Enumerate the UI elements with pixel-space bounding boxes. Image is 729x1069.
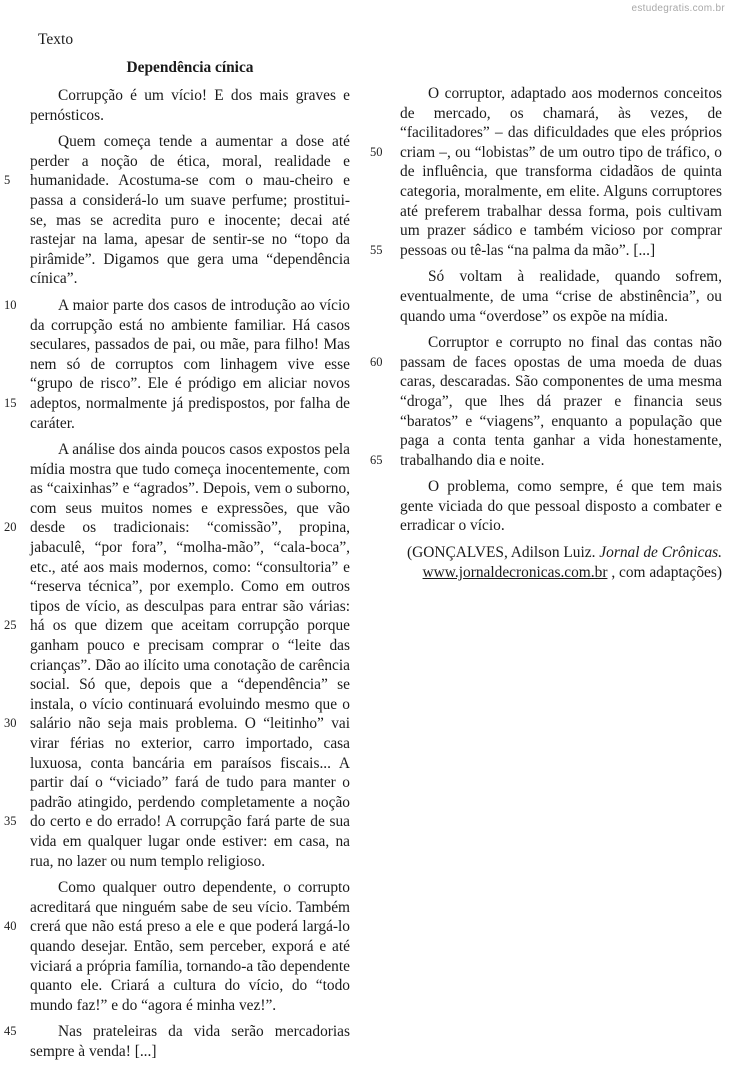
- line-number-65: 65: [370, 453, 383, 468]
- paragraph-5: [4, 878, 350, 1015]
- line-number-55: 55: [370, 243, 383, 257]
- paragraph-text: O problema, como sempre, é que tem mais gente viciada do que pessoal disposto a combater e erradicar o vício.: [400, 478, 722, 535]
- text-label: Texto: [38, 31, 74, 48]
- paragraph-text: Como qualquer outro dependente, o corrupto acreditará que ninguém sabe de seu vício. Também crerá que não está preso a ele e que poderá largá-lo quando desejar. Então, sem perceber, exporá e até viciará a própria família, tornando-a tão dependente quanto ele. Criará a cultura do vício, do “todo mundo faz!” e do “agora é minha vez!”.: [30, 879, 350, 1014]
- line-number-50: 50: [370, 145, 383, 159]
- reference: [400, 543, 722, 582]
- line-number-35: 35: [4, 814, 17, 829]
- line-number-5: 5: [4, 173, 11, 188]
- line-number-60: 60: [370, 355, 383, 370]
- paragraph-10: [400, 477, 722, 536]
- reference-suffix: , com adaptações): [611, 563, 722, 581]
- line-number-10: 10: [4, 297, 17, 312]
- line-number-25: 25: [4, 618, 17, 633]
- paragraph-text: Quem começa tende a aumentar a dose até perder a noção de ética, moral, realidade e humanidade. Acostuma-se com o mau-cheiro e passa a considerá-lo um suave perfume; prostitui-se, mas se acredita puro e inocente; decai até rastejar na lama, apesar de sentir-se no “topo da pirâmide”. Digamos que gera uma “dependência cínica”.: [30, 133, 350, 288]
- watermark: estudegratis.com.br: [631, 3, 725, 14]
- line-number-40: 40: [4, 919, 17, 934]
- paragraph-1: [30, 86, 350, 125]
- paragraph-text: Corrupção é um vício! E dos mais graves e pernósticos.: [30, 87, 350, 124]
- paragraph-9: [370, 333, 722, 470]
- paragraph-text: Nas prateleiras da vida serão mercadorias sempre à venda! [...]: [30, 1023, 350, 1060]
- paragraph-text: Só voltam à realidade, quando sofrem, eventualmente, de uma “crise de abstinência”, ou quando uma “overdose” os expõe na mídia.: [400, 268, 722, 325]
- paragraph-text: A maior parte dos casos de introdução ao vício da corrupção está no ambiente familiar. Há casos seculares, passados de pai, ou mãe, para filho! Mas nem só de corruptos com linhagem vive esse “grupo de risco”. Ele é pródigo em aliciar novos adeptos, normalmente já predispostos, por falha de caráter.: [30, 296, 350, 432]
- paragraph-6: [4, 1022, 350, 1061]
- reference-source: Jornal de Crônicas.: [599, 544, 722, 562]
- line-number-20: 20: [4, 520, 17, 535]
- left-column: [4, 58, 350, 1069]
- paragraph-7: [370, 84, 722, 260]
- paragraph-8: [400, 267, 722, 326]
- article-title: Dependência cínica: [126, 59, 254, 76]
- reference-url[interactable]: www.jornaldecronicas.com.br: [422, 563, 608, 581]
- paragraph-3: [4, 296, 350, 433]
- paragraph-text: A análise dos ainda poucos casos expostos pela mídia mostra que tudo começa inocentemente, com as “caixinhas” e “agrados”. Depois, vem o suborno, com seus muitos nomes e expressões, que vão desde os tradicionais: “comissão”, propina, jabaculê, “por fora”, “molha-mão”, “cala-boca”, etc., até aos mais modernos, como: “consultoria” e “reserva técnica”, por exemplo. Como em outros tipos de vício, as desculpas para entrar são várias: há os que dizem que aceitam corrupção porque ganham pouco e precisam comprar o “leite das crianças”. Dão ao ilícito uma conotação de carência social. Só que, depois que a “dependência” se instala, o vício continuará evoluindo mesmo que o salário não seja mais problema. O “leitinho” vai virar férias no exterior, carro importado, casa luxuosa, conta bancária em paraísos fiscais... A partir daí o “viciado” fará de tudo para manter o padrão atingido, perdendo completamente a noção do certo e do errado! A corrupção fará parte de sua vida em qualquer lugar onde estiver: em casa, na rua, no lazer ou num templo religioso.: [30, 441, 350, 870]
- reference-author: (GONÇALVES, Adilson Luiz.: [407, 544, 596, 562]
- right-column: [370, 84, 722, 582]
- line-number-45: 45: [4, 1024, 17, 1039]
- paragraph-4: [4, 440, 350, 871]
- line-number-15: 15: [4, 395, 17, 410]
- paragraph-2: [4, 132, 350, 289]
- paragraph-text: O corruptor, adaptado aos modernos conceitos de mercado, os chamará, às vezes, de “facilitadores” – das dificuldades que eles próprios criam –, ou “lobistas” de um outro tipo de tráfico, o de influência, que transforma cidadãos de quinta categoria, moralmente, em elite. Alguns corruptores até preferem trabalhar dessa forma, pois cultivam um prazer sádico e também vicioso por comprar pessoas ou tê-las “na palma da mão”. [...]: [400, 85, 722, 259]
- line-number-30: 30: [4, 716, 17, 731]
- paragraph-text: Corruptor e corrupto no final das contas não passam de faces opostas de uma moeda de duas caras, descaradas. São componentes de uma mesma “droga”, que lhes dá prazer e financia seus “baratos” e “viagens”, enquanto a população que paga a conta tenta ganhar a vida honestamente, trabalhando dia e noite.: [400, 334, 722, 469]
